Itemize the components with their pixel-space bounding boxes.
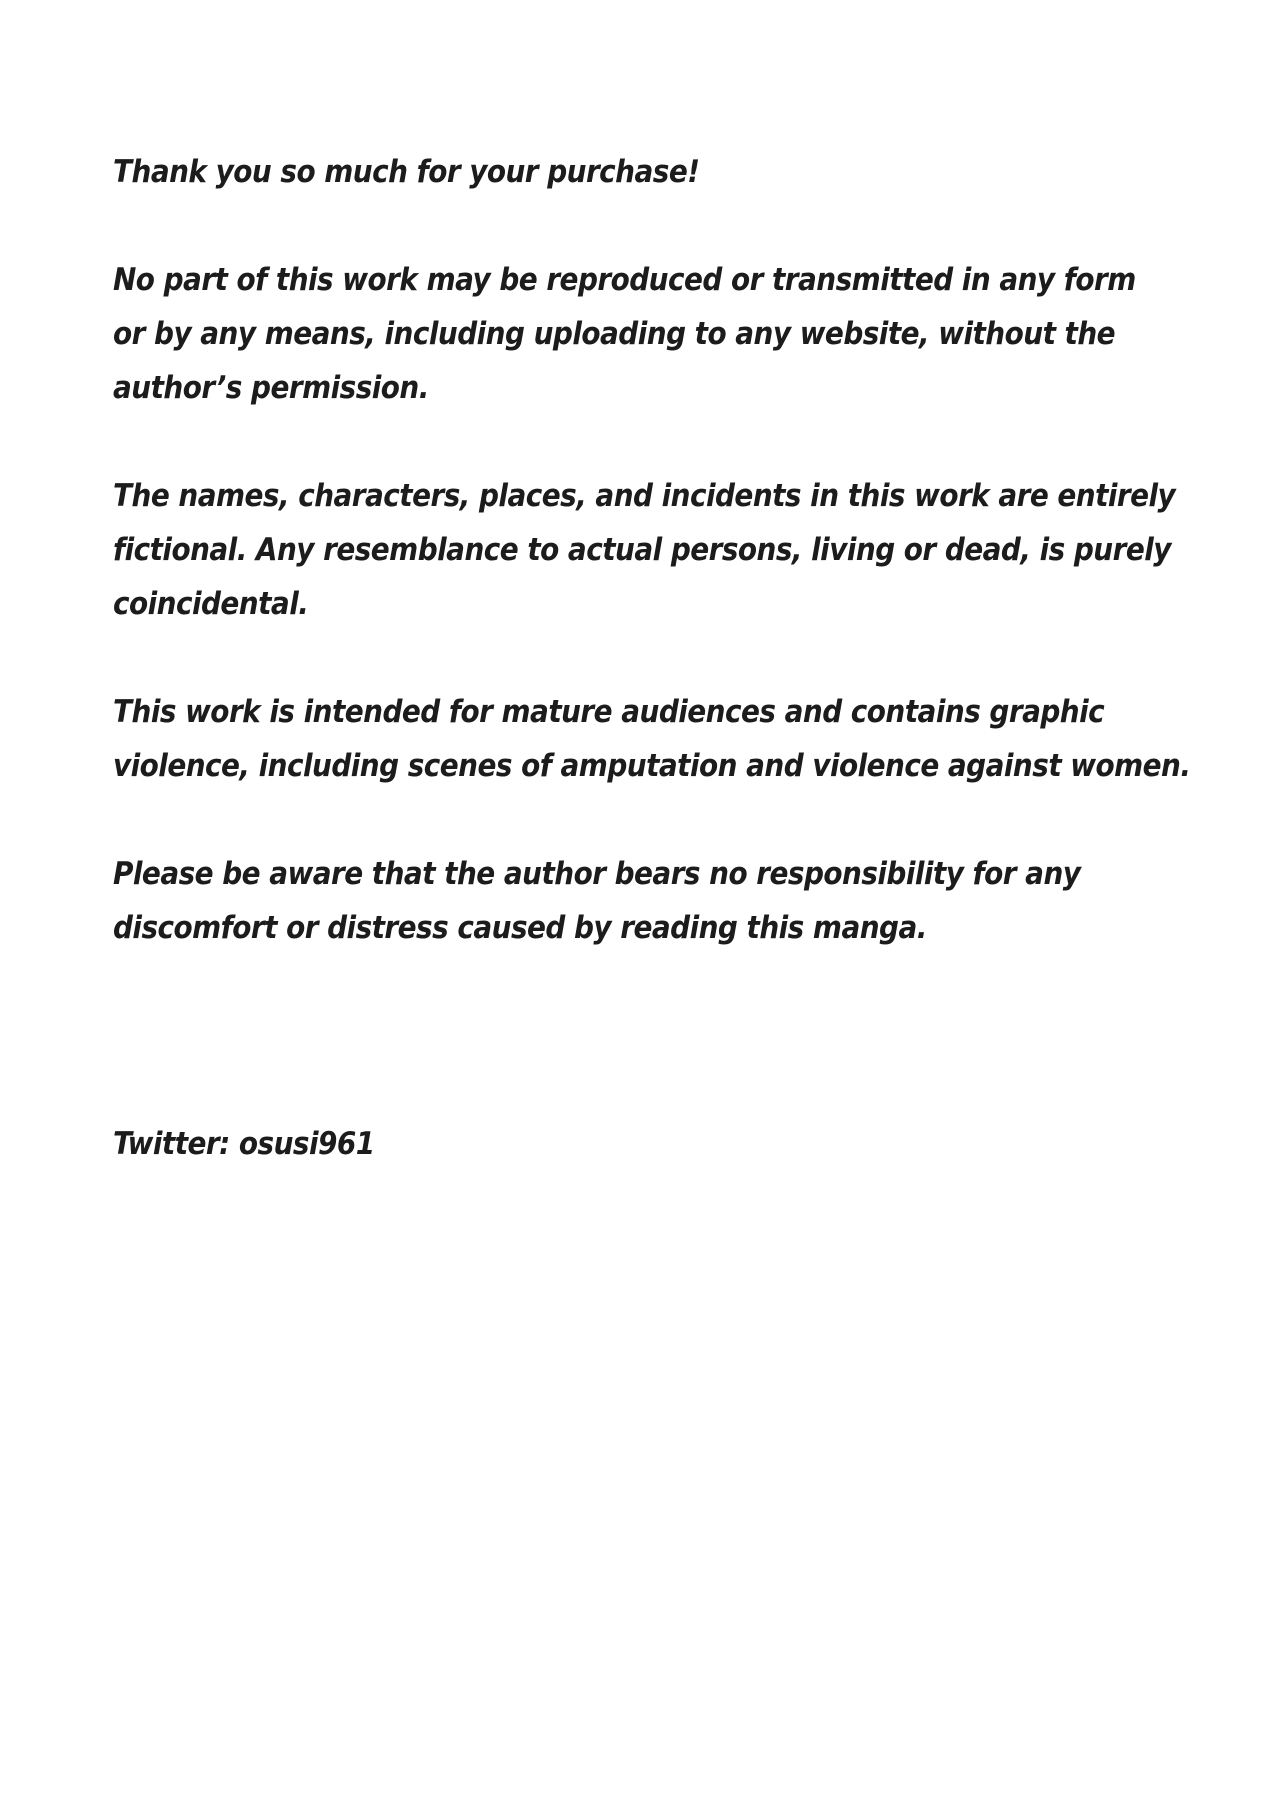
copyright-paragraph <box>113 253 1193 415</box>
fiction-line-1: The names, characters, places, and incidents in this work are entirely <box>113 478 1176 514</box>
document-body <box>113 145 1193 1171</box>
content-warning-line-2: violence, including scenes of amputation and violence against women. <box>113 748 1191 784</box>
content-warning-line-1: This work is intended for mature audiences and contains graphic <box>113 694 1105 730</box>
copyright-line-1: No part of this work may be reproduced or transmitted in any form <box>113 262 1136 298</box>
content-warning-paragraph <box>113 685 1193 793</box>
contact-paragraph <box>113 1117 1193 1171</box>
fiction-paragraph <box>113 469 1193 631</box>
copyright-line-2: or by any means, including uploading to any website, without the <box>113 316 1116 352</box>
disclaimer-line-2: discomfort or distress caused by reading this manga. <box>113 910 927 946</box>
disclaimer-paragraph <box>113 847 1193 955</box>
fiction-line-3: coincidental. <box>113 586 309 622</box>
copyright-line-3: author’s permission. <box>113 370 429 406</box>
thanks-paragraph <box>113 145 1193 199</box>
fiction-line-2: fictional. Any resemblance to actual persons, living or dead, is purely <box>113 532 1171 568</box>
disclaimer-line-1: Please be aware that the author bears no responsibility for any <box>113 856 1081 892</box>
thanks-line: Thank you so much for your purchase! <box>113 154 700 190</box>
twitter-handle: Twitter: osusi961 <box>113 1126 375 1162</box>
